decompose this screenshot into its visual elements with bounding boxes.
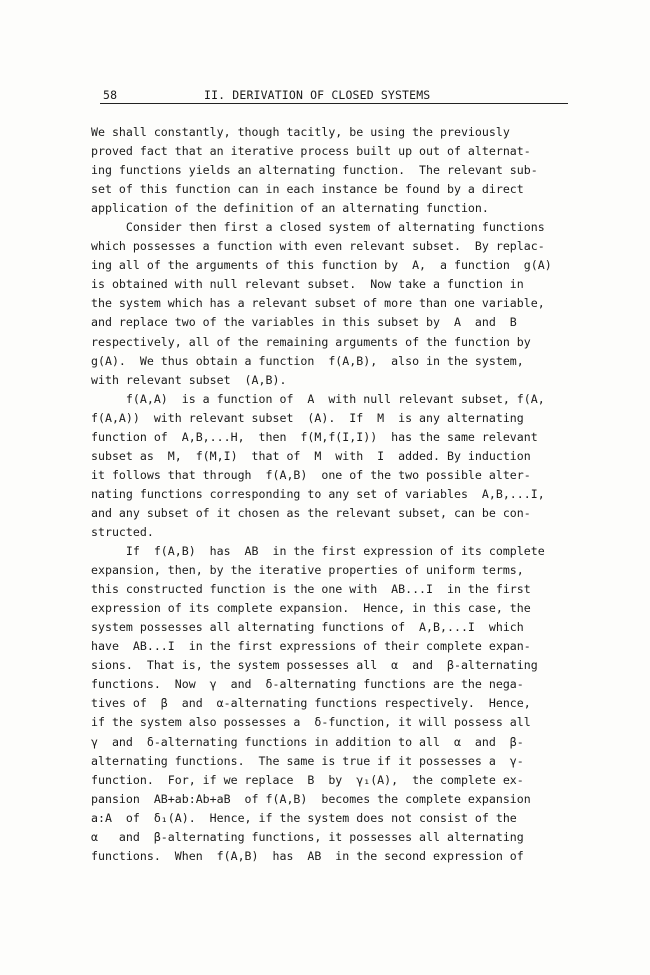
- text-line: this constructed function is the one with AB...I in the first: [91, 582, 531, 597]
- text-line: if the system also possesses a δ-function, it will possess all: [91, 715, 531, 730]
- text-line: γ and δ-alternating functions in addition to all α and β-: [91, 734, 524, 749]
- text-line: α and β-alternating functions, it possesses all alternating: [91, 829, 524, 844]
- text-line: subset as M, f(M,I) that of M with I added. By induction: [91, 448, 531, 463]
- text-line: which possesses a function with even relevant subset. By replac-: [91, 239, 545, 254]
- text-line: pansion AB+ab:Ab+aB of f(A,B) becomes the complete expansion: [91, 791, 531, 806]
- text-line: tives of β and α-alternating functions respectively. Hence,: [91, 696, 531, 711]
- text-line: structed.: [91, 524, 154, 539]
- header-rule: [100, 103, 568, 104]
- text-line: proved fact that an iterative process built up out of alternat-: [91, 144, 531, 159]
- running-title: II. DERIVATION OF CLOSED SYSTEMS: [204, 88, 431, 102]
- text-line: f(A,A) is a function of A with null relevant subset, f(A,: [91, 391, 545, 406]
- text-line: alternating functions. The same is true if it possesses a γ-: [91, 753, 524, 768]
- text-line: and any subset of it chosen as the relevant subset, can be con-: [91, 505, 531, 520]
- text-line: set of this function can in each instance be found by a direct: [91, 182, 524, 197]
- text-line: ing all of the arguments of this function by A, a function g(A): [91, 258, 552, 273]
- page-header: [100, 86, 568, 104]
- text-line: have AB...I in the first expressions of their complete expan-: [91, 639, 531, 654]
- text-line: Consider then first a closed system of alternating functions: [91, 220, 545, 235]
- text-line: g(A). We thus obtain a function f(A,B), also in the system,: [91, 353, 524, 368]
- text-line: application of the definition of an alternating function.: [91, 201, 489, 216]
- text-line: a:A of δ₁(A). Hence, if the system does not consist of the: [91, 810, 517, 825]
- text-line: If f(A,B) has AB in the first expression of its complete: [91, 544, 545, 559]
- text-line: expansion, then, by the iterative properties of uniform terms,: [91, 563, 524, 578]
- text-line: expression of its complete expansion. Hence, in this case, the: [91, 601, 531, 616]
- text-line: sions. That is, the system possesses all α and β-alternating: [91, 658, 538, 673]
- text-line: respectively, all of the remaining arguments of the function by: [91, 334, 531, 349]
- text-line: with relevant subset (A,B).: [91, 372, 287, 387]
- text-line: is obtained with null relevant subset. Now take a function in: [91, 277, 524, 292]
- text-line: it follows that through f(A,B) one of the two possible alter-: [91, 467, 531, 482]
- body-text: [91, 123, 591, 866]
- page-number: 58: [103, 88, 118, 102]
- text-line: and replace two of the variables in this subset by A and B: [91, 315, 517, 330]
- text-line: function of A,B,...H, then f(M,f(I,I)) has the same relevant: [91, 429, 538, 444]
- text-line: functions. Now γ and δ-alternating functions are the nega-: [91, 677, 524, 692]
- text-line: f(A,A)) with relevant subset (A). If M is any alternating: [91, 410, 524, 425]
- text-line: function. For, if we replace B by γ₁(A), the complete ex-: [91, 772, 524, 787]
- text-line: system possesses all alternating functions of A,B,...I which: [91, 620, 524, 635]
- text-line: We shall constantly, though tacitly, be using the previously: [91, 125, 510, 139]
- text-line: functions. When f(A,B) has AB in the second expression of: [91, 848, 524, 863]
- text-line: ing functions yields an alternating function. The relevant sub-: [91, 163, 538, 178]
- text-line: the system which has a relevant subset of more than one variable,: [91, 296, 545, 311]
- text-line: nating functions corresponding to any set of variables A,B,...I,: [91, 486, 545, 501]
